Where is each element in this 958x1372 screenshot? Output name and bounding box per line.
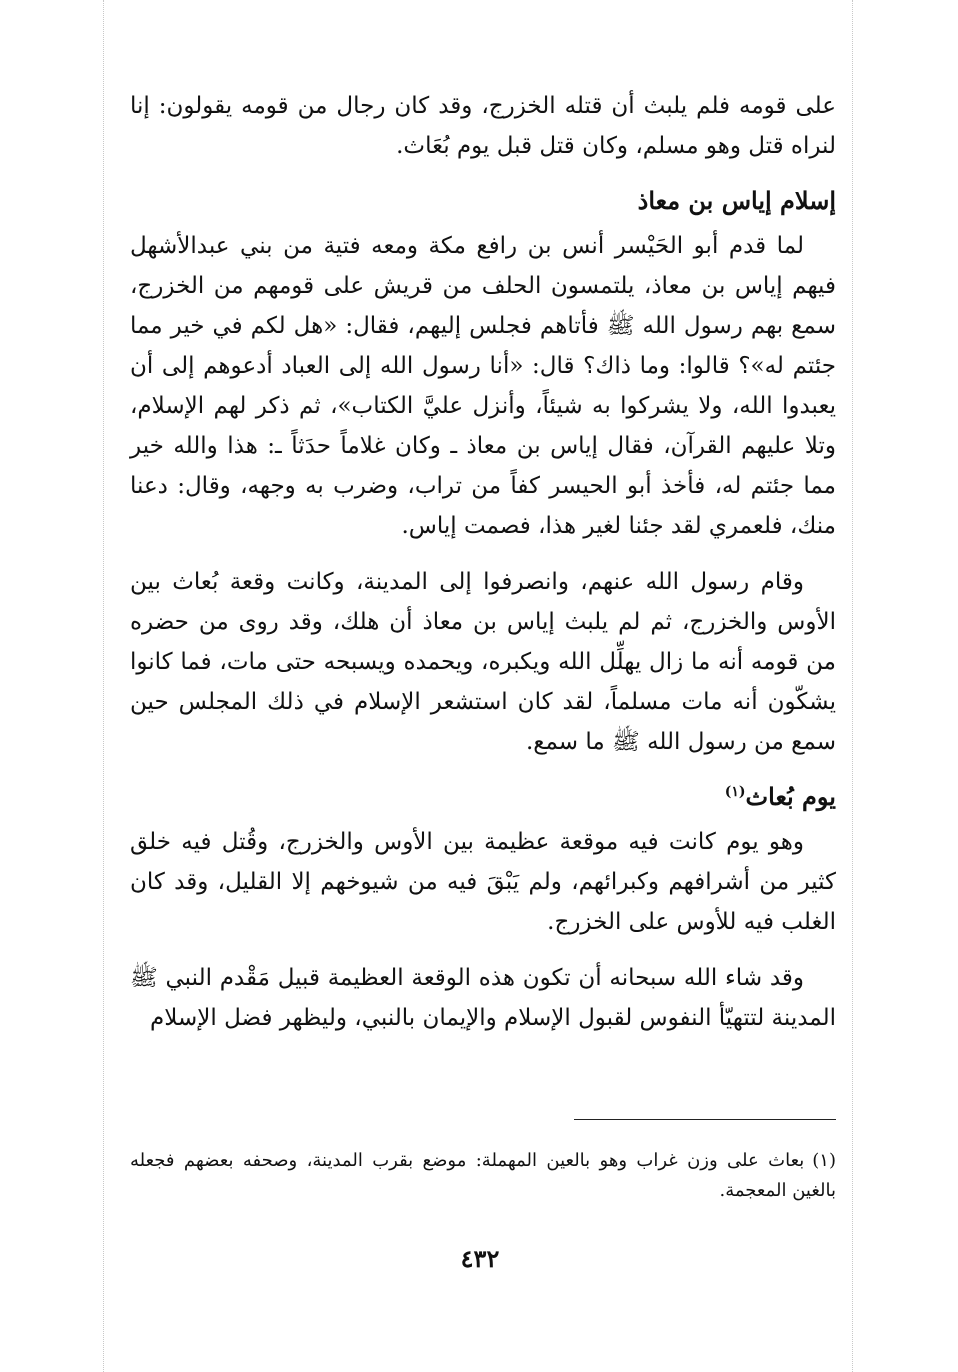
paragraph-buath-wisdom: وقد شاء الله سبحانه أن تكون هذه الوقعة العظيمة قبيل مَقْدم النبي ﷺ المدينة لتتهيّأ النفوس لقبول الإسلام والإيمان بالنبي، وليظهر فضل الإسلام — [130, 965, 836, 1031]
section-heading-iyas: إسلام إياس بن معاذ — [637, 186, 836, 215]
paragraph-iyas-death: وقام رسول الله عنهم، وانصرفوا إلى المدينة، وكانت وقعة بُعاث بين الأوس والخزرج، ثم لم يلبث إياس بن معاذ أن هلك، وقد روى من حضره من قومه أنه ما زال يهلِّل الله ويكبره، ويحمده ويسبحه حتى مات، فما كانوا يشكّون أنه مات مسلماً، لقد كان استشعر الإسلام في ذلك المجلس حين سمع من رسول الله ﷺ ما سمع. — [130, 569, 836, 755]
footnote — [130, 1146, 836, 1206]
left-margin-guide — [103, 0, 104, 1372]
footnote-text: بعاث على وزن غراب وهو بالعين المهملة: موضع بقرب المدينة، وصحفه بعضهم فجعله بالغين المعجمة. — [130, 1150, 836, 1201]
footnote-reference: (١) — [724, 784, 746, 800]
paragraph-buath-battle: وهو يوم كانت فيه موقعة عظيمة بين الأوس والخزرج، وقُتل فيه خلق كثير من أشرافهم وكبرائهم، ولم يَبْقَ فيه من شيوخهم إلا القليل، وقد كان الغلب فيه للأوس على الخزرج. — [130, 829, 836, 935]
page-number: ٤٣٢ — [460, 1244, 500, 1273]
footnote-divider — [574, 1119, 836, 1120]
section-heading-buath — [130, 778, 836, 816]
page-body — [130, 86, 836, 1038]
heading-buath-text: يوم بُعاث — [745, 782, 836, 811]
right-margin-guide — [852, 0, 853, 1372]
paragraph-continuation: على قومه فلم يلبث أن قتله الخزرج، وقد كان رجال من قومه يقولون: إنا لنراه قتل وهو مسلم، وكان قتل قبل يوم بُعَاث. — [130, 93, 836, 159]
paragraph-iyas-story: لما قدم أبو الحَيْسر أنس بن رافع مكة ومعه فتية من بني عبدالأشهل فيهم إياس بن معاذ، يلتمسون الحلف من قريش على قومهم من الخزرج، سمع بهم رسول الله ﷺ فأتاهم فجلس إليهم، فقال: «هل لكم في خير مما جئتم له»؟ قالوا: وما ذاك؟ قال: «أنا رسول الله إلى العباد أدعوهم إلى أن يعبدوا الله، ولا يشركوا به شيئاً، وأنزل عليَّ الكتاب»، ثم ذكر لهم الإسلام، وتلا عليهم القرآن، فقال إياس بن معاذ ـ وكان غلاماً حدَثاً ـ: هذا والله خير مما جئتم له، فأخذ أبو الحيسر كفاً من تراب، وضرب به وجهه، وقال: دعنا منك، فلعمري لقد جئنا لغير هذا، فصمت إياس. — [130, 233, 836, 539]
footnote-marker: (١) — [812, 1150, 836, 1171]
